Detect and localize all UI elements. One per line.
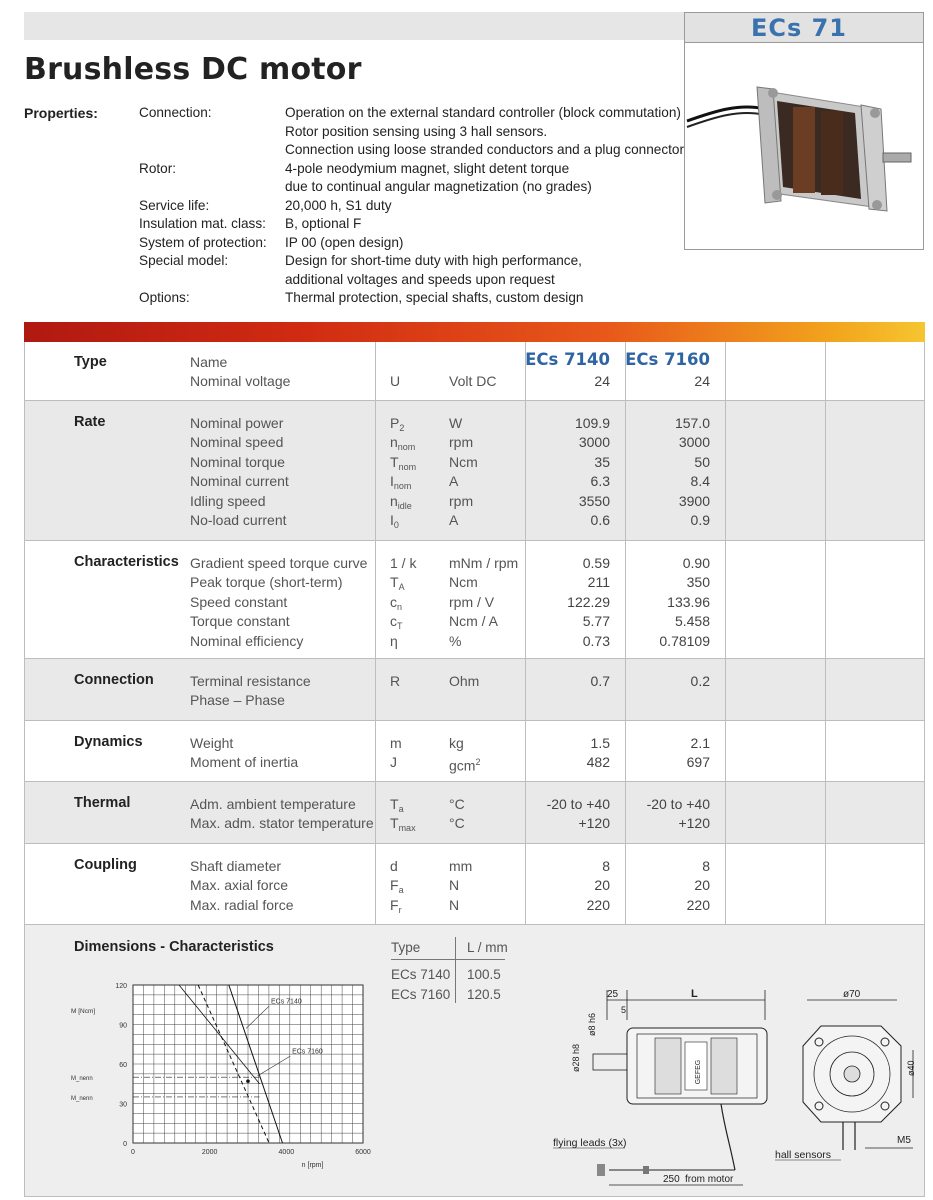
spec-symbol — [390, 511, 399, 535]
column-divider — [525, 844, 526, 924]
spec-value-7140: 20 — [594, 877, 610, 894]
column-divider — [375, 844, 376, 924]
spec-value-7160: 3900 — [678, 492, 710, 509]
column-divider — [525, 541, 526, 658]
spec-symbol-sub: nom — [398, 461, 417, 472]
model-header: ECs 7160 — [625, 350, 710, 369]
property-value: Thermal protection, special shafts, custom design — [285, 290, 584, 305]
spec-symbol — [390, 814, 416, 838]
spec-value-7160: 2.1 — [690, 735, 710, 751]
spec-symbol-main: R — [390, 673, 401, 689]
spec-symbol-main: J — [390, 754, 397, 771]
spec-section-characteristics — [25, 541, 924, 659]
spec-unit — [449, 554, 518, 573]
column-divider — [375, 541, 376, 658]
y-tick-label: 120 — [115, 983, 127, 990]
spec-unit-main: rpm / V — [449, 593, 495, 610]
column-divider — [825, 782, 826, 843]
column-divider — [625, 782, 626, 843]
column-divider — [825, 659, 826, 720]
spec-unit — [449, 433, 473, 452]
property-label: System of protection: — [139, 234, 267, 250]
dim-5-label: 5 — [621, 1005, 627, 1015]
spec-symbol-sub: 0 — [393, 520, 399, 530]
spec-symbol-sub: nom — [397, 442, 416, 453]
thread-label: M5 — [897, 1135, 911, 1146]
spec-unit — [449, 492, 473, 511]
spec-symbol-sub: idle — [397, 500, 412, 511]
model-header: ECs 7140 — [525, 350, 610, 369]
section-title: Connection — [74, 672, 154, 688]
section-title: Thermal — [74, 795, 131, 811]
spec-unit — [449, 453, 478, 472]
spec-unit-main: kg — [449, 735, 464, 751]
speed-torque-chart — [67, 975, 371, 1185]
spec-value-7160: 133.96 — [667, 593, 710, 610]
column-divider — [525, 401, 526, 540]
column-divider — [725, 844, 726, 924]
spec-symbol-main: d — [390, 858, 398, 874]
column-divider — [725, 342, 726, 400]
spec-symbol-main: P — [390, 415, 400, 431]
dim-col-type: Type — [391, 940, 421, 955]
spec-value-7140: 5.77 — [582, 613, 610, 630]
spec-name: Idling speed — [190, 492, 266, 509]
column-divider — [375, 659, 376, 720]
spec-unit-main: N — [449, 877, 460, 894]
spec-section-thermal — [25, 782, 924, 844]
series-point — [246, 1079, 250, 1083]
spec-value-7140: 122.29 — [567, 593, 610, 610]
property-value: IP 00 (open design) — [285, 234, 404, 250]
spec-name: Peak torque (short-term) — [190, 574, 343, 591]
spec-value-7160: 220 — [686, 896, 710, 913]
property-value: Rotor position sensing using 3 hall sensors. — [285, 123, 548, 139]
spec-symbol — [390, 632, 398, 651]
spec-value-7160: 0.90 — [682, 555, 710, 571]
column-divider — [825, 342, 826, 400]
cable-length-label: 250 — [663, 1174, 680, 1185]
spec-symbol-sub: max — [398, 823, 416, 834]
dim-col-l: L / mm — [467, 940, 508, 955]
spec-name: Terminal resistance — [190, 673, 311, 689]
dim-row-l: 100.5 — [467, 967, 501, 982]
spec-unit-main: Ohm — [449, 673, 480, 689]
hall-sensors-label: hall sensors — [775, 1149, 832, 1161]
spec-name: Gradient speed torque curve — [190, 555, 368, 571]
column-divider — [625, 844, 626, 924]
section-title: Dynamics — [74, 734, 143, 750]
spec-value-7140: 6.3 — [590, 473, 610, 490]
spec-name: Nominal power — [190, 415, 284, 431]
spec-value-7160: 697 — [686, 754, 710, 771]
dimensions-panel — [24, 925, 925, 1197]
spec-symbol-main: T — [390, 453, 399, 470]
spec-name: Nominal current — [190, 473, 289, 490]
property-value: Design for short-time duty with high performance, — [285, 253, 582, 268]
y-axis-label: M [Ncm] — [71, 1008, 96, 1015]
column-divider — [525, 782, 526, 843]
spec-unit-main: gcm — [449, 758, 476, 775]
column-divider — [625, 721, 626, 781]
spec-unit — [449, 472, 458, 491]
dimensions-title: Dimensions - Characteristics — [74, 939, 274, 955]
spec-symbol-main: I — [390, 473, 394, 490]
spec-unit — [449, 372, 496, 391]
spec-value-7140: 1.5 — [590, 735, 610, 751]
spec-unit-main: A — [449, 473, 459, 490]
column-divider — [725, 541, 726, 658]
spec-symbol-main: T — [390, 815, 399, 832]
column-divider — [625, 541, 626, 658]
dim-l-label: L — [691, 988, 698, 1000]
spec-symbol-main: c — [390, 613, 397, 630]
property-label: Rotor: — [139, 160, 177, 176]
spec-symbol-main: 1 / k — [390, 555, 417, 571]
spec-symbol-sub: a — [398, 885, 404, 896]
spec-name: Max. adm. stator temperature — [190, 815, 374, 832]
spec-symbol-sub: nom — [393, 481, 412, 492]
spec-name: Moment of inertia — [190, 754, 299, 771]
spec-value-7160: 5.458 — [674, 613, 710, 630]
spec-value-7160: -20 to +40 — [646, 796, 710, 812]
spec-name: Adm. ambient temperature — [190, 796, 356, 812]
dim-table-rule — [391, 959, 505, 960]
spec-value-7160: 8 — [702, 858, 710, 874]
dim-row-type: ECs 7140 — [391, 967, 451, 982]
dim-25-label: 25 — [607, 989, 619, 1000]
product-code: ECs 71 — [750, 14, 847, 42]
y-tick-label: 30 — [119, 1101, 127, 1109]
spec-name: Nominal voltage — [190, 373, 291, 390]
spec-symbol-main: F — [390, 877, 399, 894]
spec-name: Nominal efficiency — [190, 632, 304, 649]
spec-name: Max. axial force — [190, 877, 289, 894]
spec-name: Speed constant — [190, 593, 288, 610]
annotation-ecs-7140: ECs 7140 — [271, 998, 302, 1006]
dim-row-l: 120.5 — [467, 987, 501, 1002]
spec-table — [24, 342, 925, 925]
column-divider — [825, 401, 826, 540]
flying-leads-label: flying leads (3x) — [553, 1137, 627, 1149]
spec-symbol — [390, 753, 397, 772]
spec-unit — [449, 876, 459, 895]
section-title: Coupling — [74, 857, 137, 873]
property-value: additional voltages and speeds upon request — [285, 271, 555, 287]
column-divider — [625, 659, 626, 720]
spec-value-7140: 211 — [587, 574, 610, 591]
spec-section-type — [25, 342, 924, 401]
spec-unit — [449, 632, 461, 651]
spec-unit-main: Ncm — [449, 453, 478, 470]
product-box — [684, 12, 924, 250]
spec-value-7160: 350 — [686, 574, 710, 591]
spec-symbol — [390, 896, 402, 920]
column-divider — [825, 721, 826, 781]
spec-unit — [449, 753, 480, 776]
y-tick-label: 60 — [119, 1062, 127, 1069]
spec-symbol-main: c — [390, 593, 397, 610]
spec-unit-main: N — [449, 896, 460, 913]
motor-photo — [685, 43, 923, 249]
spec-symbol-main: U — [390, 373, 401, 390]
spec-unit-main: °C — [449, 796, 465, 812]
dimension-drawing — [525, 980, 915, 1195]
spec-section-dynamics — [25, 721, 924, 782]
spec-unit — [449, 511, 458, 530]
spec-symbol-main: m — [390, 735, 402, 751]
x-axis-label: n [rpm] — [301, 1162, 324, 1169]
spec-unit-main: rpm — [449, 492, 474, 509]
spec-unit — [449, 857, 472, 876]
spec-name: Nominal speed — [190, 434, 284, 451]
spec-symbol-main: F — [390, 896, 399, 913]
spec-symbol-sub: n — [397, 601, 403, 612]
spec-unit-main: mNm / rpm — [449, 555, 519, 571]
spec-value-7160: 0.2 — [690, 673, 710, 689]
spec-value-7160: 8.4 — [690, 473, 710, 490]
spec-value-7140: +120 — [578, 815, 610, 832]
column-divider — [825, 844, 826, 924]
property-label: Options: — [139, 290, 190, 305]
gradient-divider — [24, 322, 925, 342]
spec-symbol — [390, 672, 400, 691]
column-divider — [725, 659, 726, 720]
column-divider — [725, 782, 726, 843]
property-value: Connection using loose stranded conductors and a plug connector — [285, 142, 685, 157]
section-title: Rate — [74, 414, 106, 430]
spec-unit — [449, 573, 478, 592]
spec-value-7140: 24 — [594, 373, 610, 390]
x-tick-label: 6000 — [355, 1149, 371, 1156]
spec-value-7140: 482 — [586, 754, 610, 771]
spec-value-7140: 3000 — [578, 434, 610, 451]
spec-name: Weight — [190, 735, 234, 751]
property-value: 4-pole neodymium magnet, slight detent torque — [285, 160, 570, 176]
spec-unit-main: Ncm / A — [449, 613, 499, 630]
spec-section-connection — [25, 659, 924, 721]
product-code-header — [685, 13, 923, 43]
spec-value-7140: 109.9 — [574, 415, 610, 431]
hole-diameter-label: ø40 — [906, 1060, 916, 1076]
spec-value-7160: 0.9 — [690, 512, 710, 528]
spec-symbol-main: n — [390, 492, 398, 509]
spec-symbol-sub: r — [398, 904, 402, 915]
page-title: Brushless DC motor — [24, 52, 362, 87]
header-band — [24, 12, 684, 40]
spec-unit-main: W — [449, 415, 463, 431]
x-tick-label: 4000 — [278, 1149, 295, 1156]
spec-value-7140: -20 to +40 — [546, 796, 610, 812]
spec-symbol-main: I — [390, 512, 394, 528]
spec-value-7140: 3550 — [578, 492, 610, 509]
spec-name: Torque constant — [190, 613, 290, 630]
spec-symbol-sub: a — [398, 804, 404, 814]
property-label: Insulation mat. class: — [139, 216, 266, 231]
dim-table-divider — [455, 937, 456, 1003]
column-divider — [525, 659, 526, 720]
spec-value-7160: 157.0 — [674, 415, 710, 431]
spec-symbol-main: n — [390, 434, 398, 451]
spec-value-7140: 0.59 — [582, 555, 610, 571]
y-tick-label: 90 — [119, 1022, 127, 1030]
spec-value-7140: 0.73 — [582, 632, 610, 649]
spec-unit-main: % — [449, 632, 462, 649]
spec-unit — [449, 414, 462, 433]
flange-diameter-label: ø70 — [843, 989, 861, 1000]
shaft-diameter-label: ø8 h6 — [587, 1012, 597, 1036]
spec-symbol — [390, 554, 416, 573]
spec-value-7140: 8 — [602, 858, 610, 874]
spec-unit — [449, 593, 494, 612]
column-divider — [375, 721, 376, 781]
spec-symbol-main: T — [390, 574, 399, 591]
column-divider — [725, 401, 726, 540]
spec-value-7160: 24 — [694, 373, 710, 390]
spec-value-7140: 220 — [586, 896, 610, 913]
column-divider — [825, 541, 826, 658]
y-tick-label: 0 — [123, 1141, 127, 1148]
spec-value-7140: 0.6 — [590, 512, 610, 528]
spec-unit — [449, 734, 464, 753]
spec-value-7160: 3000 — [678, 434, 710, 451]
spec-unit-sup: 2 — [475, 757, 481, 768]
section-title: Type — [74, 354, 107, 370]
spec-symbol-sub: 2 — [399, 423, 405, 433]
spec-unit-main: rpm — [449, 434, 474, 451]
property-value: due to continual angular magnetization (no grades) — [285, 179, 592, 194]
property-label: Connection: — [139, 105, 212, 120]
spec-symbol-sub: A — [398, 582, 405, 593]
spec-value-7160: 20 — [694, 877, 710, 894]
spec-unit-main: Ncm — [449, 574, 478, 591]
spec-name: No-load current — [190, 512, 287, 528]
spec-symbol-sub: T — [397, 621, 403, 632]
spec-unit-main: mm — [449, 858, 473, 874]
spec-section-rate — [25, 401, 924, 541]
annotation-ecs-7160: ECs 7160 — [292, 1048, 323, 1056]
spec-value-7160: 50 — [694, 453, 710, 470]
spec-unit — [449, 896, 459, 915]
spec-unit-main: °C — [449, 815, 465, 832]
spec-name: Name — [190, 354, 228, 370]
spec-unit-main: A — [449, 512, 459, 528]
from-motor-label: from motor — [685, 1174, 734, 1185]
property-label: Special model: — [139, 253, 229, 268]
spec-value-7160: 0.78109 — [659, 632, 710, 649]
spec-unit — [449, 814, 465, 833]
spec-symbol — [390, 372, 400, 391]
spec-name: Max. radial force — [190, 896, 294, 913]
spec-name: Shaft diameter — [190, 858, 282, 874]
spec-unit-main: Volt DC — [449, 373, 497, 390]
spec-value-7140: 0.7 — [590, 673, 610, 689]
dim-row-type: ECs 7160 — [391, 987, 451, 1002]
property-value: Operation on the external standard controller (block commutation) — [285, 105, 681, 120]
spec-unit — [449, 672, 479, 691]
spec-value-7140: 35 — [594, 453, 610, 470]
spec-symbol — [390, 857, 398, 876]
column-divider — [375, 782, 376, 843]
spec-section-coupling — [25, 844, 924, 925]
column-divider — [625, 401, 626, 540]
spec-name: Phase – Phase — [190, 692, 285, 709]
nominal-torque-marker: M_nenn — [71, 1076, 93, 1083]
nominal-torque-marker: M_nenn — [71, 1095, 93, 1102]
column-divider — [375, 342, 376, 400]
column-divider — [375, 401, 376, 540]
property-value: B, optional F — [285, 216, 362, 231]
section-title: Characteristics — [74, 554, 179, 570]
x-tick-label: 0 — [131, 1149, 135, 1156]
body-diameter-label: ø28 h8 — [571, 1043, 581, 1072]
spec-name: Nominal torque — [190, 453, 285, 470]
brand-label: GEFEG — [695, 1059, 702, 1085]
column-divider — [725, 721, 726, 781]
column-divider — [525, 721, 526, 781]
spec-unit — [449, 795, 465, 814]
spec-value-7160: +120 — [678, 815, 710, 832]
spec-symbol-main: η — [390, 632, 398, 649]
property-label: Service life: — [139, 197, 210, 213]
properties-heading: Properties: — [24, 105, 98, 121]
spec-symbol — [390, 734, 402, 753]
spec-symbol-main: T — [390, 796, 399, 812]
x-tick-label: 2000 — [201, 1149, 218, 1156]
property-value: 20,000 h, S1 duty — [285, 197, 392, 213]
spec-unit — [449, 612, 498, 631]
